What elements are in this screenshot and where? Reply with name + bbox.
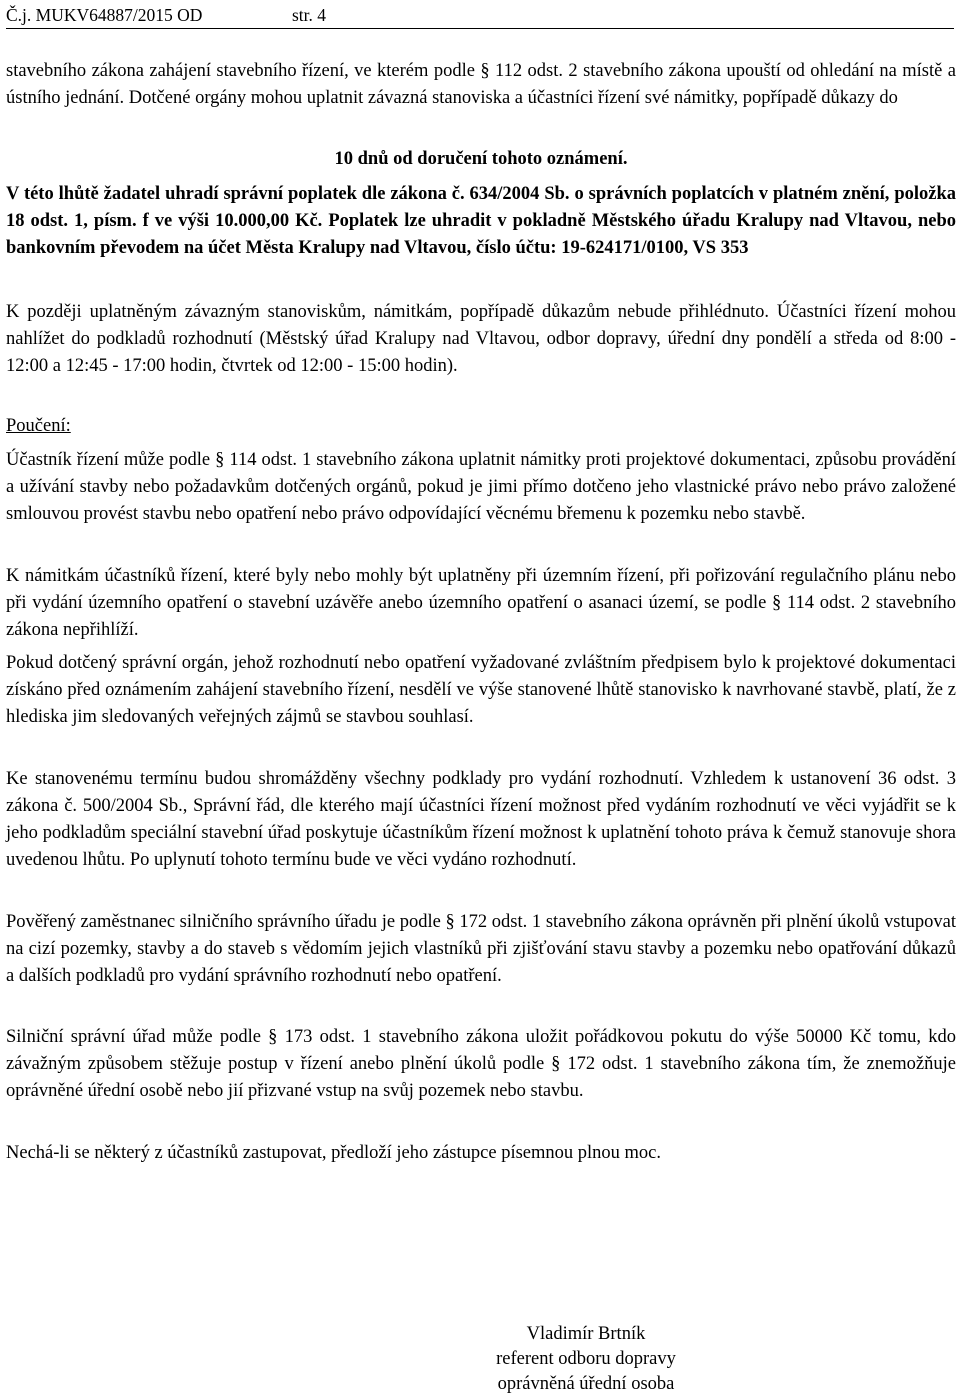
signatory-role: referent odboru dopravy <box>496 1349 676 1369</box>
paragraph-fee <box>6 181 956 262</box>
page-header <box>6 4 327 26</box>
paragraph-zoning: K námitkám účastníků řízení, které byly nebo mohly být uplatněny při územním řízení, při pořizování regulačního plánu nebo při vydání územního opatření o stavební uzávěře anebo územního opatření o asanaci území, se podle § 114 odst. 2 stavebního zákona nepřihlíží. <box>6 566 956 640</box>
fee-rest-text: Poplatek lze uhradit v pokladně Městského úřadu Kralupy nad Vltavou, nebo bankovním převodem na účet Města Kralupy nad Vltavou, číslo účtu: 19-624171/0100, VS 353 <box>6 211 956 258</box>
deadline-notice: 10 dnů od doručení tohoto oznámení. <box>334 149 628 169</box>
reference-number: Č.j. MUKV64887/2015 OD <box>6 5 203 25</box>
signature-block <box>486 1322 686 1397</box>
paragraph-late-submissions: K později uplatněným závazným stanoviskům, námitkám, popřípadě důkazům nebude přihlédnuto. Účastníci řízení mohou nahlížet do podkladů rozhodnutí (Městský úřad Kralupy nad Vltavou, odbor dopravy, úřední dny pondělí a středa od 8:00 - 12:00 a 12:45 - 17:00 hodin, čtvrtek od 12:00 - 15:00 hodin). <box>6 302 956 376</box>
header-divider <box>6 28 954 29</box>
fee-bold-text: V této lhůtě žadatel uhradí správní poplatek dle zákona č. 634/2004 Sb. o správních poplatcích v platném znění, položka 18 odst. 1, písm. f ve výši 10.000,00 Kč. <box>6 184 956 231</box>
paragraph-objections: Účastník řízení může podle § 114 odst. 1 stavebního zákona uplatnit námitky proti projektové dokumentaci, způsobu provádění a užívání stavby nebo požadavkům dotčených orgánů, pokud je jimi přímo dotčeno jeho vlastnické právo nebo právo založené smlouvou provést stavbu nebo opatření nebo právo odpovídající věcnému břemenu k pozemku nebo stavbě. <box>6 450 956 524</box>
paragraph-intro: stavebního zákona zahájení stavebního řízení, ve kterém podle § 112 odst. 2 stavebního zákona upouští od ohledání na místě a ústního jednání. Dotčené orgány mohou uplatnit závazná stanoviska a účastníci řízení své námitky, popřípadě důkazy do <box>6 61 956 108</box>
page-number: str. 4 <box>292 5 327 25</box>
paragraph-employee: Pověřený zaměstnanec silničního správního úřadu je podle § 172 odst. 1 stavebního zákona oprávněn při plnění úkolů vstupovat na cizí pozemky, stavby a do staveb s vědomím jejich vlastníků při zjišťování stavu stavby a pozemku nebo opatřování důkazů a dalších podkladů pro vydání správního rozhodnutí nebo opatření. <box>6 912 956 986</box>
paragraph-penalty: Silniční správní úřad může podle § 173 odst. 1 stavebního zákona uložit pořádkovou pokutu do výše 50000 Kč tomu, kdo závažným způsobem stěžuje postup v řízení anebo plnění úkolů podle § 172 odst. 1 stavebního zákona tím, že znemožňuje oprávněné úřední osobě nebo jií přizvané vstup na svůj pozemek nebo stavbu. <box>6 1027 956 1101</box>
signatory-name: Vladimír Brtník <box>526 1324 646 1344</box>
instruction-heading <box>6 413 956 440</box>
instruction-heading-text: Poučení: <box>6 416 71 436</box>
paragraph-authority: Pokud dotčený správní orgán, jehož rozhodnutí nebo opatření vyžadované zvláštním předpisem bylo k projektové dokumentaci získáno před oznámením zahájení stavebního řízení, nesdělí ve výše stanovené lhůtě stanovisko k navrhované stavbě, platí, že z hlediska jim sledovaných veřejných zájmů se stavbou souhlasí. <box>6 653 956 727</box>
signatory-title: oprávněná úřední osoba <box>497 1374 675 1394</box>
paragraph-documents: Ke stanovenému termínu budou shromážděny všechny podklady pro vydání rozhodnutí. Vzhledem k ustanovení 36 odst. 3 zákona č. 500/2004 Sb., Správní řád, dle kterého mají účastníci řízení možnost před vydáním rozhodnutí ve věci vyjádřit se k jeho podkladům speciální stavební úřad poskytuje účastníkům řízení možnost k uplatnění tohoto práva k čemuž stanovuje shora uvedenou lhůtu. Po uplynutí tohoto termínu bude ve věci vydáno rozhodnutí. <box>6 769 956 870</box>
paragraph-representation: Nechá-li se některý z účastníků zastupovat, předloží jeho zástupce písemnou plnou moc. <box>6 1143 661 1163</box>
